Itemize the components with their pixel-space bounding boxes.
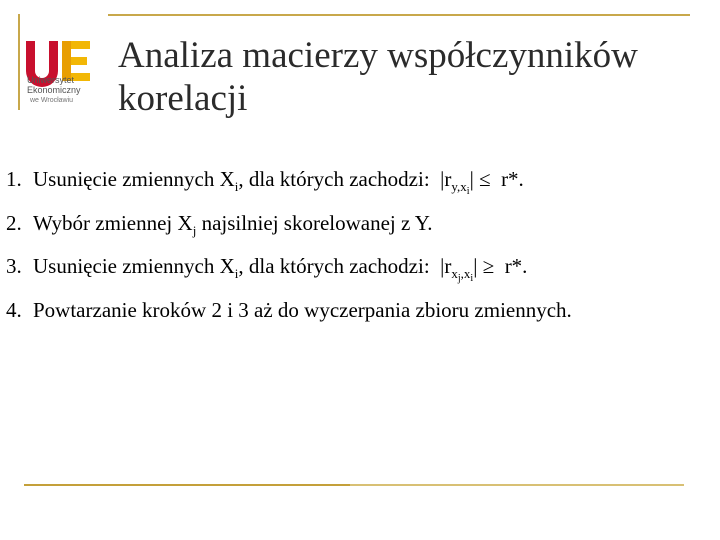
step-item (6, 253, 527, 292)
subscript: i (234, 179, 239, 194)
step-text-after: , dla których zachodzi: (238, 167, 430, 191)
math-expression (440, 254, 528, 284)
logo-text-line3: we Wrocławiu (30, 97, 74, 104)
relation-symbol: ≥ (482, 254, 495, 278)
math-open: |r (440, 254, 452, 278)
step-number: 3. (6, 254, 22, 278)
math-sub-text: x (451, 266, 458, 281)
title-line1: Analiza macierzy współczynników (118, 35, 638, 76)
step-item (6, 166, 524, 205)
step-number: 1. (6, 167, 22, 191)
threshold: r*. (504, 254, 528, 278)
step-text-after: najsilniej skorelowanej z Y. (196, 211, 433, 235)
relation-symbol: ≤ (479, 167, 491, 191)
top-divider (108, 14, 690, 16)
step-text: Powtarzanie kroków 2 i 3 aż do wyczerpania zbioru zmiennych. (33, 298, 572, 322)
logo-text-line2: Ekonomiczny (27, 85, 81, 95)
step-number: 2. (6, 211, 22, 235)
math-close: | (469, 167, 474, 191)
step-text: Wybór zmiennej X (33, 211, 193, 235)
subscript: i (234, 266, 239, 281)
math-subsub: j (457, 273, 461, 284)
math-sub-mid: ,x (460, 266, 471, 281)
math-open: |r (440, 167, 452, 191)
step-text-after: , dla których zachodzi: (238, 254, 430, 278)
math-subsub: i (466, 186, 470, 197)
subscript: j (192, 223, 197, 238)
slide-title (118, 34, 698, 120)
step-number: 4. (6, 298, 22, 322)
math-sub-text: y,x (451, 179, 467, 194)
bottom-divider-accent (24, 484, 350, 486)
step-item (6, 210, 433, 244)
math-subscript (451, 179, 470, 197)
step-text: Usunięcie zmiennych X (33, 167, 235, 191)
left-divider (18, 14, 20, 110)
math-expression (440, 167, 524, 197)
step-text: Usunięcie zmiennych X (33, 254, 235, 278)
logo-text-line1: Uniwersytet (27, 75, 75, 85)
math-close: | (473, 254, 478, 278)
title-line2: korelacji (118, 78, 248, 119)
math-subsub: i (470, 273, 474, 284)
math-subscript (451, 266, 474, 284)
threshold: r*. (501, 167, 524, 191)
step-item (6, 297, 572, 323)
